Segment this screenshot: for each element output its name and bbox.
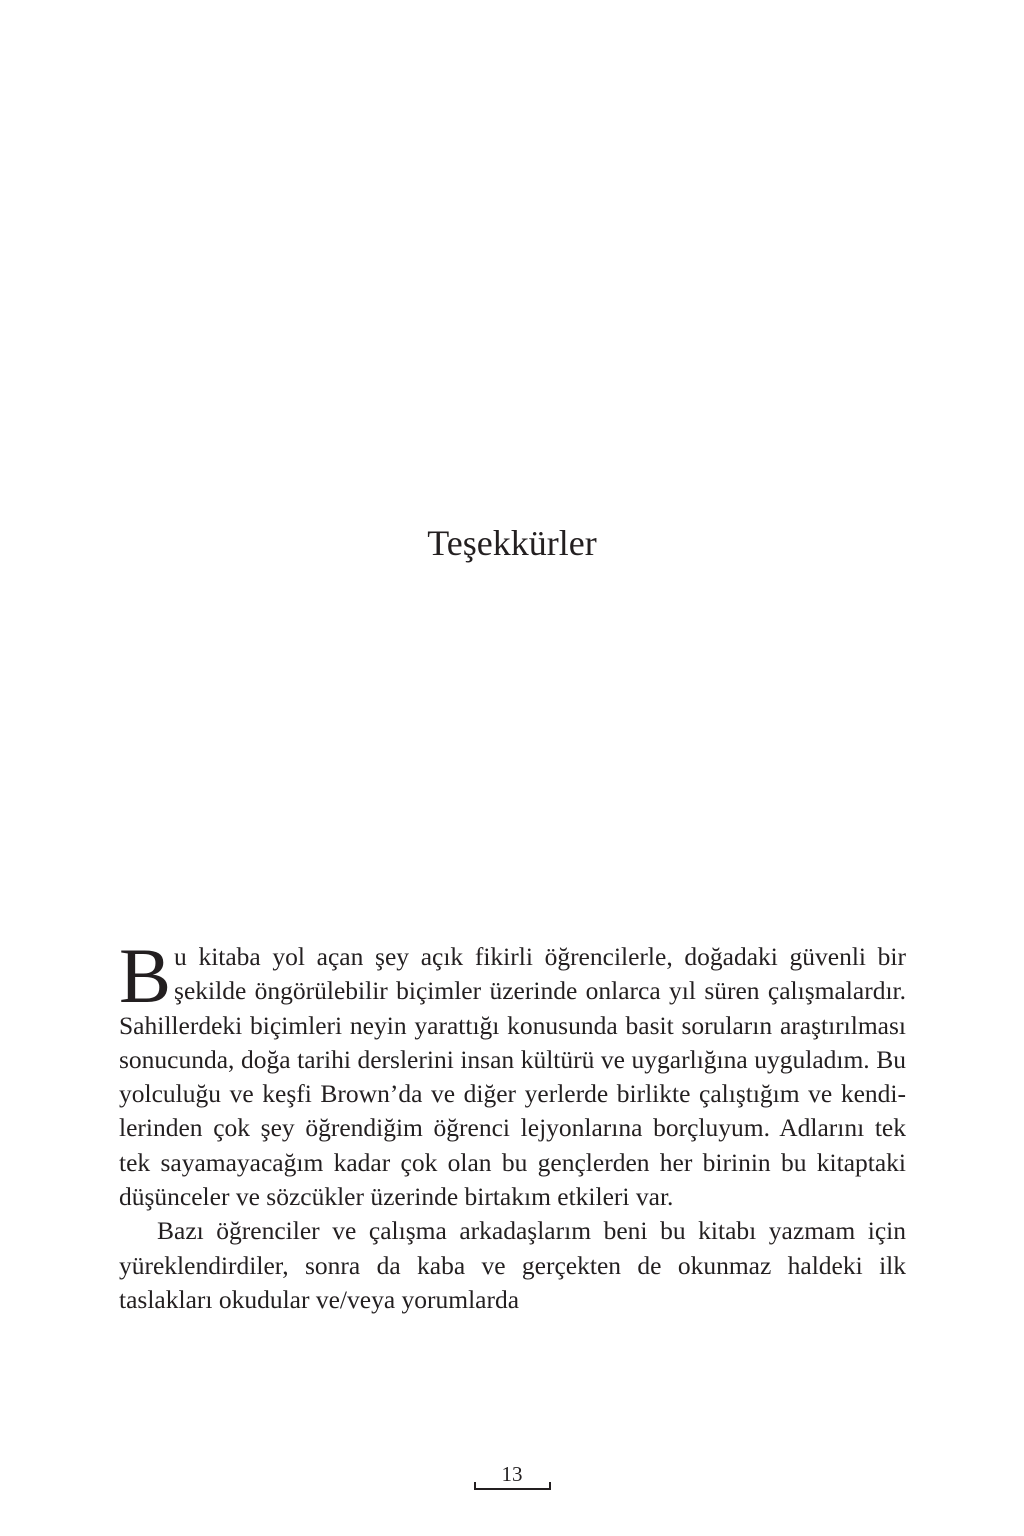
page-footer: [0, 1462, 1024, 1490]
paragraph: Bazı öğrenciler ve çalışma arkadaşlarım beni bu kitabı yazmam için yüreklendirdiler, sonra da kaba ve gerçekten de okunmaz haldeki ilk taslakları okudular ve/veya yorumlarda: [119, 1216, 906, 1314]
paragraph: [119, 932, 906, 1214]
paragraph-text: u kitaba yol açan şey açık fikirli öğrencilerle, doğadaki güvenli bir şekilde öngörülebilir biçimler üzerinde onlarca yıl süren çalışmalardır. Sahillerdeki biçimleri neyin yarattığı konusunda basit soruların araştırılması sonucunda, doğa tarihi derslerini insan kültürü ve uygarlığına uyguladım. Bu yolculuğu ve keşfi Brown’da ve diğer yerlerde birlikte çalıştığım ve kendilerinden çok şey öğrendiğim öğrenci lejyonlarına borçluyum. Adlarını tek tek sayamayacağım kadar çok olan bu gençlerden her birinin bu kitaptaki düşünceler ve sözcükler üzerinde birtakım etkileri var.: [119, 942, 906, 1212]
page-number-text: 13: [501, 1462, 523, 1486]
drop-cap: B: [119, 932, 172, 1019]
body-text: [119, 932, 906, 1317]
chapter-title: Teşekkürler: [427, 523, 597, 563]
page-number: [474, 1462, 551, 1490]
page-number-rule: [474, 1488, 551, 1490]
